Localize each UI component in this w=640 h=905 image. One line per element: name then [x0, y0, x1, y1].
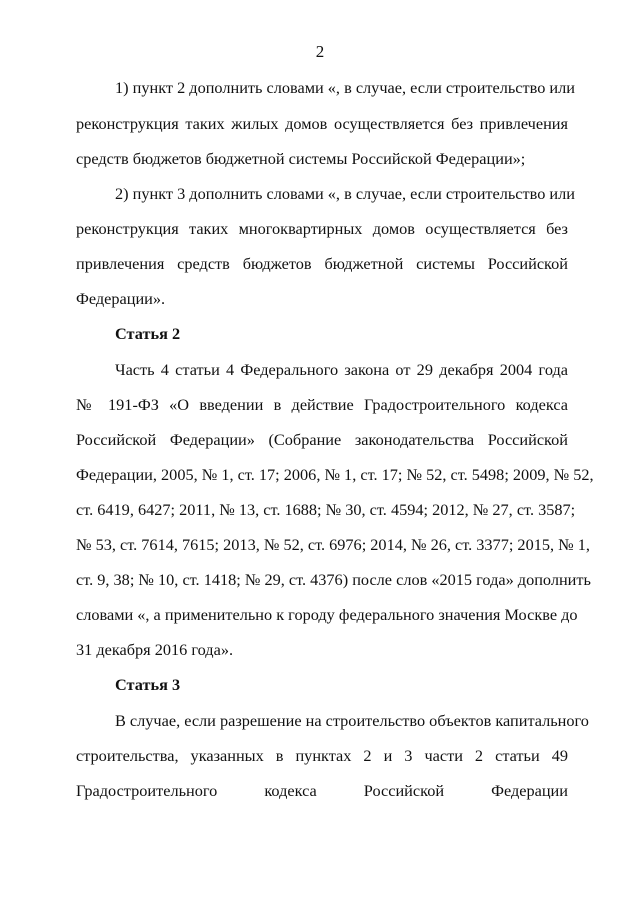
text-line: строительства, указанных в пунктах 2 и 3 части 2 статьи 49: [76, 746, 568, 765]
text-line: 2) пункт 3 дополнить словами «, в случае, если строительство или: [115, 184, 575, 203]
text-line: реконструкция таких многоквартирных домов осуществляется без: [76, 219, 568, 238]
article-heading: Статья 3: [115, 675, 181, 694]
text-line: В случае, если разрешение на строительство объектов капитального: [115, 711, 589, 730]
text-line: ст. 9, 38; № 10, ст. 1418; № 29, ст. 4376) после слов «2015 года» дополнить: [76, 570, 591, 589]
text-line: Федерации, 2005, № 1, ст. 17; 2006, № 1, ст. 17; № 52, ст. 5498; 2009, № 52,: [76, 465, 594, 484]
text-line: Федерации».: [76, 289, 166, 308]
text-line: 1) пункт 2 дополнить словами «, в случае, если строительство или: [115, 78, 575, 97]
text-line: № 191-ФЗ «О введении в действие Градостроительного кодекса: [76, 395, 568, 414]
article-heading: Статья 2: [115, 324, 181, 343]
page-number: 2: [315, 42, 325, 61]
text-line: средств бюджетов бюджетной системы Российской Федерации»;: [76, 149, 526, 168]
text-line: привлечения средств бюджетов бюджетной системы Российской: [76, 254, 568, 273]
text-line: реконструкция таких жилых домов осуществляется без привлечения: [76, 114, 568, 133]
text-line: № 53, ст. 7614, 7615; 2013, № 52, ст. 6976; 2014, № 26, ст. 3377; 2015, № 1,: [76, 535, 590, 554]
text-line: ст. 6419, 6427; 2011, № 13, ст. 1688; № 30, ст. 4594; 2012, № 27, ст. 3587;: [76, 500, 576, 519]
text-line: Российской Федерации» (Собрание законодательства Российской: [76, 430, 568, 449]
text-line: Часть 4 статьи 4 Федерального закона от 29 декабря 2004 года: [115, 360, 568, 379]
text-line: 31 декабря 2016 года».: [76, 640, 234, 659]
text-line: словами «, а применительно к городу федерального значения Москве до: [76, 605, 578, 624]
text-line: Градостроительного кодекса Российской Федерации: [76, 781, 568, 800]
